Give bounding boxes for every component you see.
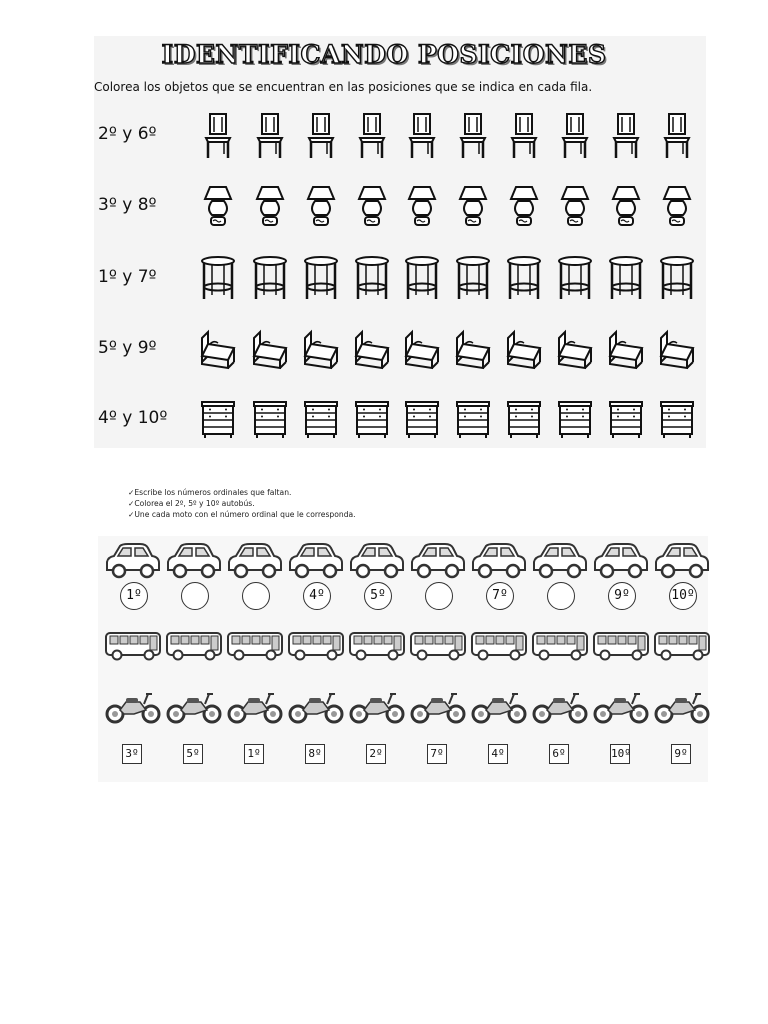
lamp-icon[interactable]: [301, 181, 341, 233]
object-row: [94, 324, 706, 384]
lamp-icon[interactable]: [657, 181, 697, 233]
car-icon: [287, 542, 345, 584]
car-icon: [165, 542, 223, 584]
ordinal-circle[interactable]: 9º: [608, 582, 636, 610]
dresser-icon[interactable]: [250, 394, 290, 446]
table-icon[interactable]: [352, 253, 392, 305]
chair-icon[interactable]: [657, 110, 697, 162]
dresser-icon[interactable]: [606, 394, 646, 446]
motorcycle-icon[interactable]: [165, 688, 223, 728]
worksheet-top-panel: [94, 36, 706, 448]
car-icon: [348, 542, 406, 584]
motorcycle-icon[interactable]: [592, 688, 650, 728]
bed-icon[interactable]: [453, 324, 493, 376]
ordinal-square[interactable]: 3º: [122, 744, 142, 764]
car-icon: [104, 542, 162, 584]
table-icon[interactable]: [657, 253, 697, 305]
chair-icon[interactable]: [606, 110, 646, 162]
lamp-icon[interactable]: [250, 181, 290, 233]
dresser-icon[interactable]: [504, 394, 544, 446]
ordinal-square[interactable]: 9º: [671, 744, 691, 764]
bed-icon[interactable]: [606, 324, 646, 376]
lamp-icon[interactable]: [606, 181, 646, 233]
bus-icon[interactable]: [592, 630, 650, 666]
ordinal-square[interactable]: 5º: [183, 744, 203, 764]
car-icon: [226, 542, 284, 584]
table-icon[interactable]: [555, 253, 595, 305]
car-icon: [409, 542, 467, 584]
dresser-icon[interactable]: [555, 394, 595, 446]
chair-icon[interactable]: [555, 110, 595, 162]
ordinal-circle[interactable]: 1º: [120, 582, 148, 610]
bed-icon[interactable]: [198, 324, 238, 376]
ordinal-circle[interactable]: [242, 582, 270, 610]
instruction-text: Colorea los objetos que se encuentran en las posiciones que se indica en cada fila.: [94, 80, 593, 94]
ordinal-square[interactable]: 6º: [549, 744, 569, 764]
car-icon: [592, 542, 650, 584]
table-icon[interactable]: [301, 253, 341, 305]
checklist: [128, 487, 356, 520]
table-icon[interactable]: [250, 253, 290, 305]
chair-icon[interactable]: [453, 110, 493, 162]
ordinal-square[interactable]: 7º: [427, 744, 447, 764]
bed-icon[interactable]: [402, 324, 442, 376]
motorcycle-icon[interactable]: [287, 688, 345, 728]
ordinal-circle[interactable]: [425, 582, 453, 610]
chair-icon[interactable]: [352, 110, 392, 162]
ordinal-square[interactable]: 4º: [488, 744, 508, 764]
row-position-label: 3º y 8º: [98, 195, 157, 215]
bed-icon[interactable]: [657, 324, 697, 376]
lamp-icon[interactable]: [504, 181, 544, 233]
object-row: [94, 110, 706, 170]
motorcycle-icon[interactable]: [226, 688, 284, 728]
bus-icon[interactable]: [226, 630, 284, 666]
motorcycle-icon[interactable]: [104, 688, 162, 728]
bed-icon[interactable]: [352, 324, 392, 376]
ordinal-square[interactable]: 2º: [366, 744, 386, 764]
motorcycle-icon[interactable]: [409, 688, 467, 728]
chair-icon[interactable]: [402, 110, 442, 162]
bed-icon[interactable]: [555, 324, 595, 376]
ordinal-circle[interactable]: 4º: [303, 582, 331, 610]
row-position-label: 1º y 7º: [98, 267, 157, 287]
lamp-icon[interactable]: [402, 181, 442, 233]
car-icon: [531, 542, 589, 584]
ordinal-square[interactable]: 1º: [244, 744, 264, 764]
bus-icon[interactable]: [104, 630, 162, 666]
bed-icon[interactable]: [301, 324, 341, 376]
motorcycle-icon[interactable]: [470, 688, 528, 728]
table-icon[interactable]: [198, 253, 238, 305]
checklist-item-2: ✓Colorea el 2º, 5º y 10º autobús.: [128, 499, 255, 508]
ordinal-circle[interactable]: 10º: [669, 582, 697, 610]
table-icon[interactable]: [606, 253, 646, 305]
table-icon[interactable]: [402, 253, 442, 305]
chair-icon[interactable]: [301, 110, 341, 162]
bus-icon[interactable]: [653, 630, 711, 666]
object-row: [94, 181, 706, 241]
row-position-label: 4º y 10º: [98, 408, 168, 428]
dresser-icon[interactable]: [352, 394, 392, 446]
object-row: [94, 394, 706, 454]
motorcycle-icon[interactable]: [348, 688, 406, 728]
bus-icon[interactable]: [165, 630, 223, 666]
bus-icon[interactable]: [470, 630, 528, 666]
chair-icon[interactable]: [250, 110, 290, 162]
row-position-label: 5º y 9º: [98, 338, 157, 358]
bus-icon[interactable]: [409, 630, 467, 666]
bus-icon[interactable]: [348, 630, 406, 666]
lamp-icon[interactable]: [352, 181, 392, 233]
table-icon[interactable]: [504, 253, 544, 305]
lamp-icon[interactable]: [198, 181, 238, 233]
dresser-icon[interactable]: [657, 394, 697, 446]
dresser-icon[interactable]: [453, 394, 493, 446]
ordinal-circle[interactable]: 7º: [486, 582, 514, 610]
car-icon: [653, 542, 711, 584]
checklist-item-1: ✓Escribe los números ordinales que faltan.: [128, 488, 292, 497]
ordinal-circle[interactable]: [181, 582, 209, 610]
motorcycle-icon[interactable]: [653, 688, 711, 728]
bus-icon[interactable]: [287, 630, 345, 666]
page-title: IDENTIFICANDO POSICIONES: [161, 40, 607, 69]
ordinal-square[interactable]: 8º: [305, 744, 325, 764]
bus-icon[interactable]: [531, 630, 589, 666]
table-icon[interactable]: [453, 253, 493, 305]
dresser-icon[interactable]: [402, 394, 442, 446]
car-icon: [470, 542, 528, 584]
bed-icon[interactable]: [250, 324, 290, 376]
chair-icon[interactable]: [198, 110, 238, 162]
row-position-label: 2º y 6º: [98, 124, 157, 144]
lamp-icon[interactable]: [555, 181, 595, 233]
dresser-icon[interactable]: [198, 394, 238, 446]
ordinal-circle[interactable]: 5º: [364, 582, 392, 610]
lamp-icon[interactable]: [453, 181, 493, 233]
ordinal-circle[interactable]: [547, 582, 575, 610]
chair-icon[interactable]: [504, 110, 544, 162]
motorcycle-icon[interactable]: [531, 688, 589, 728]
bed-icon[interactable]: [504, 324, 544, 376]
checklist-item-3: ✓Une cada moto con el número ordinal que le corresponda.: [128, 510, 356, 519]
object-row: [94, 253, 706, 313]
dresser-icon[interactable]: [301, 394, 341, 446]
ordinal-square[interactable]: 10º: [610, 744, 630, 764]
